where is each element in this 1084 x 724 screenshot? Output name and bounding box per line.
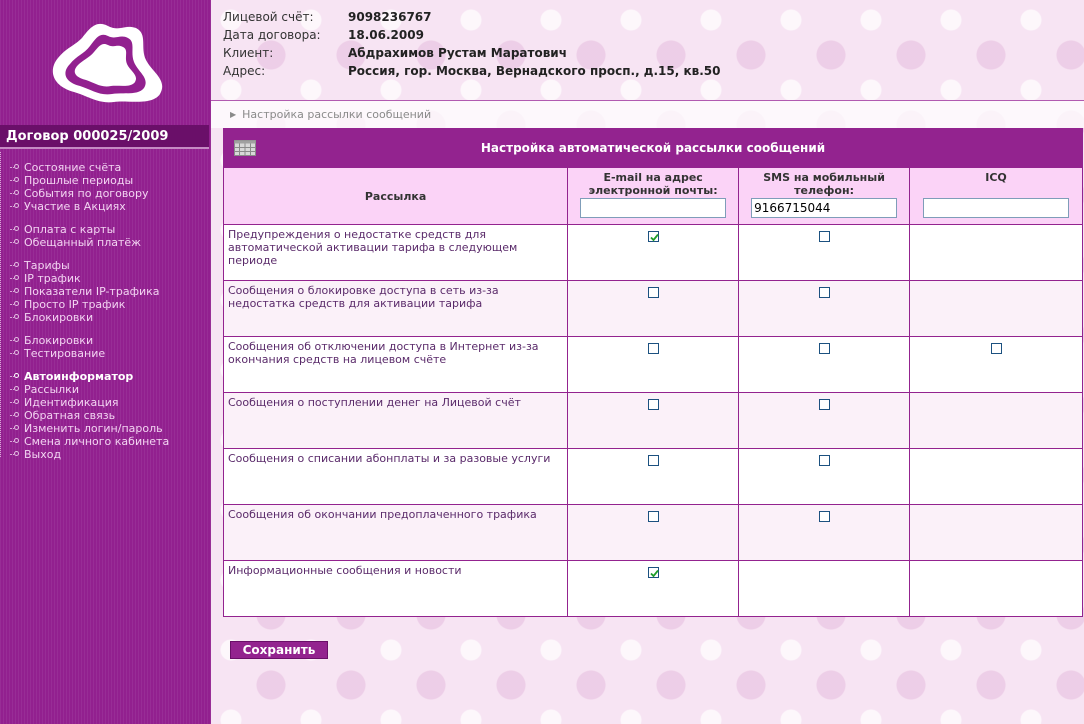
bullet-icon (14, 350, 19, 355)
table-header-row (224, 168, 1083, 225)
bullet-icon (14, 451, 19, 456)
sidebar-item-label: Блокировки (24, 311, 94, 324)
table-row (224, 337, 1083, 393)
address-row (223, 62, 720, 80)
cell-icq (910, 337, 1083, 393)
sidebar-item-label: Выход (24, 448, 62, 461)
bullet-icon (14, 262, 19, 267)
sidebar-item-ip-traffic-stats[interactable] (10, 285, 169, 298)
cell-email (568, 393, 739, 449)
sidebar-item-label: Обещанный платёж (24, 236, 142, 249)
sidebar-item-change-cabinet[interactable] (10, 435, 169, 448)
breadcrumb-label: Настройка рассылки сообщений (242, 108, 432, 121)
sidebar-item-label: Тестирование (24, 347, 106, 360)
table-body (224, 225, 1083, 617)
cell-email (568, 505, 739, 561)
bullet-icon (14, 275, 19, 280)
save-button[interactable]: Сохранить (230, 641, 328, 659)
client-label: Клиент: (223, 46, 274, 60)
sidebar-item-label: Показатели IP-трафика (24, 285, 160, 298)
cell-sms (739, 225, 910, 281)
cell-email (568, 225, 739, 281)
bullet-icon (14, 399, 19, 404)
mailing-type-label: Сообщения о списании абонплаты и за разовые услуги (224, 449, 568, 505)
cell-icq (910, 281, 1083, 337)
col-email-header (568, 168, 739, 225)
bullet-icon (14, 226, 19, 231)
cell-icq (910, 505, 1083, 561)
col-mailing-header: Рассылка (224, 168, 568, 225)
col-icq-label: ICQ (985, 171, 1007, 184)
contract-date-value: 18.06.2009 (348, 28, 424, 42)
email-checkbox[interactable] (648, 511, 659, 522)
address-label: Адрес: (223, 64, 266, 78)
client-row (223, 44, 720, 62)
sidebar-item-label: Автоинформатор (24, 370, 134, 383)
nav-tree-line (0, 152, 2, 457)
sidebar-item-label: Идентификация (24, 396, 119, 409)
sidebar-item-change-login[interactable] (10, 422, 169, 435)
sidebar-item-ip-traffic[interactable] (10, 272, 169, 285)
account-info (223, 8, 720, 80)
sms-checkbox[interactable] (819, 455, 830, 466)
cell-sms (739, 337, 910, 393)
sidebar-item-promised-payment[interactable] (10, 236, 169, 249)
icq-number-input[interactable] (923, 198, 1069, 218)
mailing-type-label: Информационные сообщения и новости (224, 561, 568, 617)
sidebar-item-mailings[interactable] (10, 383, 169, 396)
sidebar-item-logout[interactable] (10, 448, 169, 461)
mailing-type-label: Сообщения об окончании предоплаченного трафика (224, 505, 568, 561)
bullet-icon (14, 301, 19, 306)
bullet-icon (14, 203, 19, 208)
sidebar-item-blocks-1[interactable] (10, 311, 169, 324)
mailing-type-label: Сообщения об отключении доступа в Интернет из-за окончания средств на лицевом счёте (224, 337, 568, 393)
nav-group-tariffs (10, 259, 169, 324)
sidebar-item-label: Смена личного кабинета (24, 435, 170, 448)
email-checkbox[interactable] (648, 399, 659, 410)
nav-group-account (10, 161, 169, 213)
mailing-type-label: Предупреждения о недостатке средств для автоматической активации тарифа в следующем периоде (224, 225, 568, 281)
sidebar-item-autoinformer[interactable] (10, 370, 169, 383)
cell-sms (739, 561, 910, 617)
bullet-icon (14, 239, 19, 244)
sms-checkbox[interactable] (819, 511, 830, 522)
bullet-icon (14, 337, 19, 342)
sidebar-item-past-periods[interactable] (10, 174, 169, 187)
cell-icq (910, 449, 1083, 505)
sms-phone-input[interactable] (751, 198, 897, 218)
sidebar-item-label: Просто IP трафик (24, 298, 126, 311)
cell-icq (910, 393, 1083, 449)
sidebar-item-label: Блокировки (24, 334, 94, 347)
breadcrumb (230, 108, 431, 121)
cell-sms (739, 393, 910, 449)
sidebar-item-label: События по договору (24, 187, 149, 200)
table-row (224, 393, 1083, 449)
table-title-text: Настройка автоматической рассылки сообщений (480, 141, 826, 155)
bullet-icon (14, 177, 19, 182)
sidebar-item-label: Изменить логин/пароль (24, 422, 163, 435)
contract-date-row (223, 26, 720, 44)
bullet-icon (14, 190, 19, 195)
account-number-value: 9098236767 (348, 10, 432, 24)
sms-checkbox[interactable] (819, 399, 830, 410)
bullet-icon (14, 314, 19, 319)
calendar-grid-icon (234, 140, 256, 156)
icq-spacer (914, 184, 1078, 197)
sidebar-item-blocks-2[interactable] (10, 334, 169, 347)
email-address-input[interactable] (580, 198, 726, 218)
sidebar-item-label: Прошлые периоды (24, 174, 134, 187)
sidebar-item-label: Оплата с карты (24, 223, 116, 236)
mailing-settings-table (223, 128, 1083, 617)
triangle-right-icon: ▶ (230, 110, 237, 119)
nav-group-services (10, 370, 169, 461)
email-checkbox[interactable] (648, 343, 659, 354)
cell-email (568, 281, 739, 337)
sidebar-item-testing[interactable] (10, 347, 169, 360)
client-value: Абдрахимов Рустам Маратович (348, 46, 567, 60)
sms-checkbox[interactable] (819, 343, 830, 354)
account-number-row (223, 8, 720, 26)
cell-sms (739, 449, 910, 505)
email-checkbox[interactable] (648, 455, 659, 466)
table-title (224, 129, 1083, 168)
contract-date-label: Дата договора: (223, 28, 321, 42)
cell-sms (739, 505, 910, 561)
sidebar-item-card-payment[interactable] (10, 223, 169, 236)
mailing-type-label: Сообщения о поступлении денег на Лицевой счёт (224, 393, 568, 449)
nav-group-blocks (10, 334, 169, 360)
cell-icq (910, 561, 1083, 617)
sidebar-item-label: Участие в Акциях (24, 200, 126, 213)
col-sms-header (739, 168, 910, 225)
sidebar-item-label: Состояние счёта (24, 161, 122, 174)
bullet-icon (14, 373, 19, 378)
contract-title: Договор 000025/2009 (0, 125, 209, 149)
table-row (224, 505, 1083, 561)
col-icq-header (910, 168, 1083, 225)
col-sms-label: SMS на мобильный телефон: (763, 171, 885, 197)
table-title-row (224, 129, 1083, 168)
table-row (224, 561, 1083, 617)
table-row (224, 225, 1083, 281)
sms-checkbox[interactable] (819, 231, 830, 242)
sidebar-item-label: Тарифы (24, 259, 70, 272)
sidebar (0, 0, 211, 724)
nav-group-payments (10, 223, 169, 249)
cell-email (568, 337, 739, 393)
email-checkbox[interactable] (648, 287, 659, 298)
logo-icon (44, 14, 172, 114)
icq-checkbox[interactable] (991, 343, 1002, 354)
sidebar-item-promotions[interactable] (10, 200, 169, 213)
sidebar-nav (10, 161, 169, 471)
sidebar-item-label: Обратная связь (24, 409, 116, 422)
bullet-icon (14, 288, 19, 293)
sidebar-item-label: Рассылки (24, 383, 79, 396)
address-value: Россия, гор. Москва, Вернадского просп., д.15, кв.50 (348, 64, 721, 78)
checkmark-icon (649, 568, 660, 579)
sidebar-item-label: IP трафик (24, 272, 81, 285)
checkmark-icon (649, 232, 660, 243)
bullet-icon (14, 425, 19, 430)
sidebar-item-feedback[interactable] (10, 409, 169, 422)
col-email-label: E-mail на адрес электронной почты: (588, 171, 718, 197)
cell-email (568, 561, 739, 617)
table-row (224, 281, 1083, 337)
sidebar-item-tariffs[interactable] (10, 259, 169, 272)
email-checkbox[interactable] (648, 231, 659, 242)
mailing-type-label: Сообщения о блокировке доступа в сеть из-за недостатка средств для активации тарифа (224, 281, 568, 337)
sidebar-item-account-status[interactable] (10, 161, 169, 174)
account-number-label: Лицевой счёт: (223, 10, 314, 24)
bullet-icon (14, 386, 19, 391)
cell-email (568, 449, 739, 505)
sidebar-item-identification[interactable] (10, 396, 169, 409)
bullet-icon (14, 438, 19, 443)
sidebar-item-contract-events[interactable] (10, 187, 169, 200)
sidebar-item-simple-ip-traffic[interactable] (10, 298, 169, 311)
cell-icq (910, 225, 1083, 281)
email-checkbox[interactable] (648, 567, 659, 578)
sms-checkbox[interactable] (819, 287, 830, 298)
bullet-icon (14, 412, 19, 417)
bullet-icon (14, 164, 19, 169)
cell-sms (739, 281, 910, 337)
table-row (224, 449, 1083, 505)
